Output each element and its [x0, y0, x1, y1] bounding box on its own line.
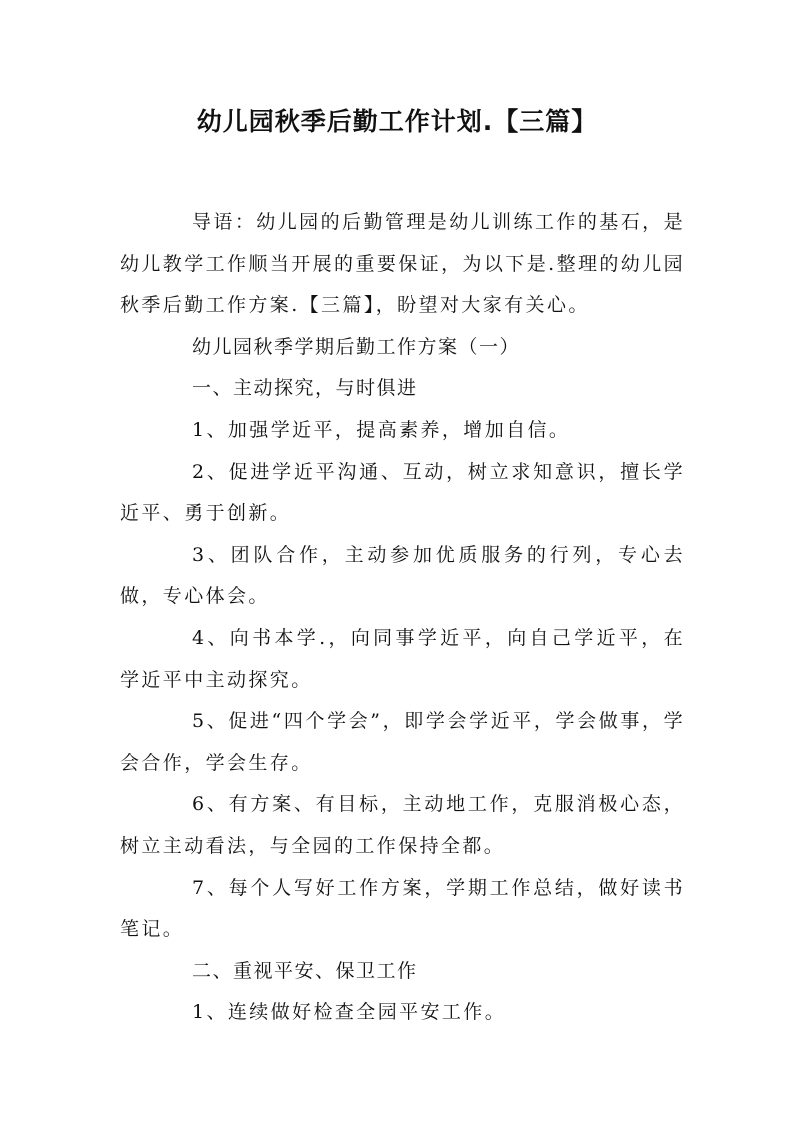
list-item: 3、团队合作，主动参加优质服务的行列，专心去做，专心体会。 [120, 543, 685, 608]
section-plan-heading: 幼儿园秋季学期后勤工作方案（一） [192, 335, 521, 358]
list-item: 1、加强学近平，提高素养，增加自信。 [192, 418, 571, 441]
list-item: 4、向书本学.，向同事学近平，向自己学近平，在学近平中主动探究。 [120, 626, 685, 691]
list-item: 5、促进“四个学会”，即学会学近平，学会做事，学会合作，学会生存。 [120, 710, 685, 774]
document-title: 幼儿园秋季后勤工作计划.【三篇】 [196, 107, 598, 136]
document-body [120, 202, 685, 1034]
list-item: 7、每个人写好工作方案，学期工作总结，做好读书笔记。 [120, 876, 685, 941]
list-item: 2、促进学近平沟通、互动，树立求知意识，擅长学近平、勇于创新。 [120, 460, 685, 525]
list-item: 1、连续做好检查全园平安工作。 [192, 1001, 507, 1024]
section-one-heading: 一、主动探究，与时俱进 [192, 377, 418, 400]
list-item: 6、有方案、有目标，主动地工作，克服消极心态，树立主动看法，与全园的工作保持全都。 [120, 793, 685, 857]
intro-paragraph: 导语：幼儿园的后勤管理是幼儿训练工作的基石，是幼儿教学工作顺当开展的重要保证，为以下是.整理的幼儿园秋季后勤工作方案.【三篇】，盼望对大家有关心。 [120, 211, 685, 317]
section-two-heading: 二、重视平安、保卫工作 [192, 959, 418, 982]
